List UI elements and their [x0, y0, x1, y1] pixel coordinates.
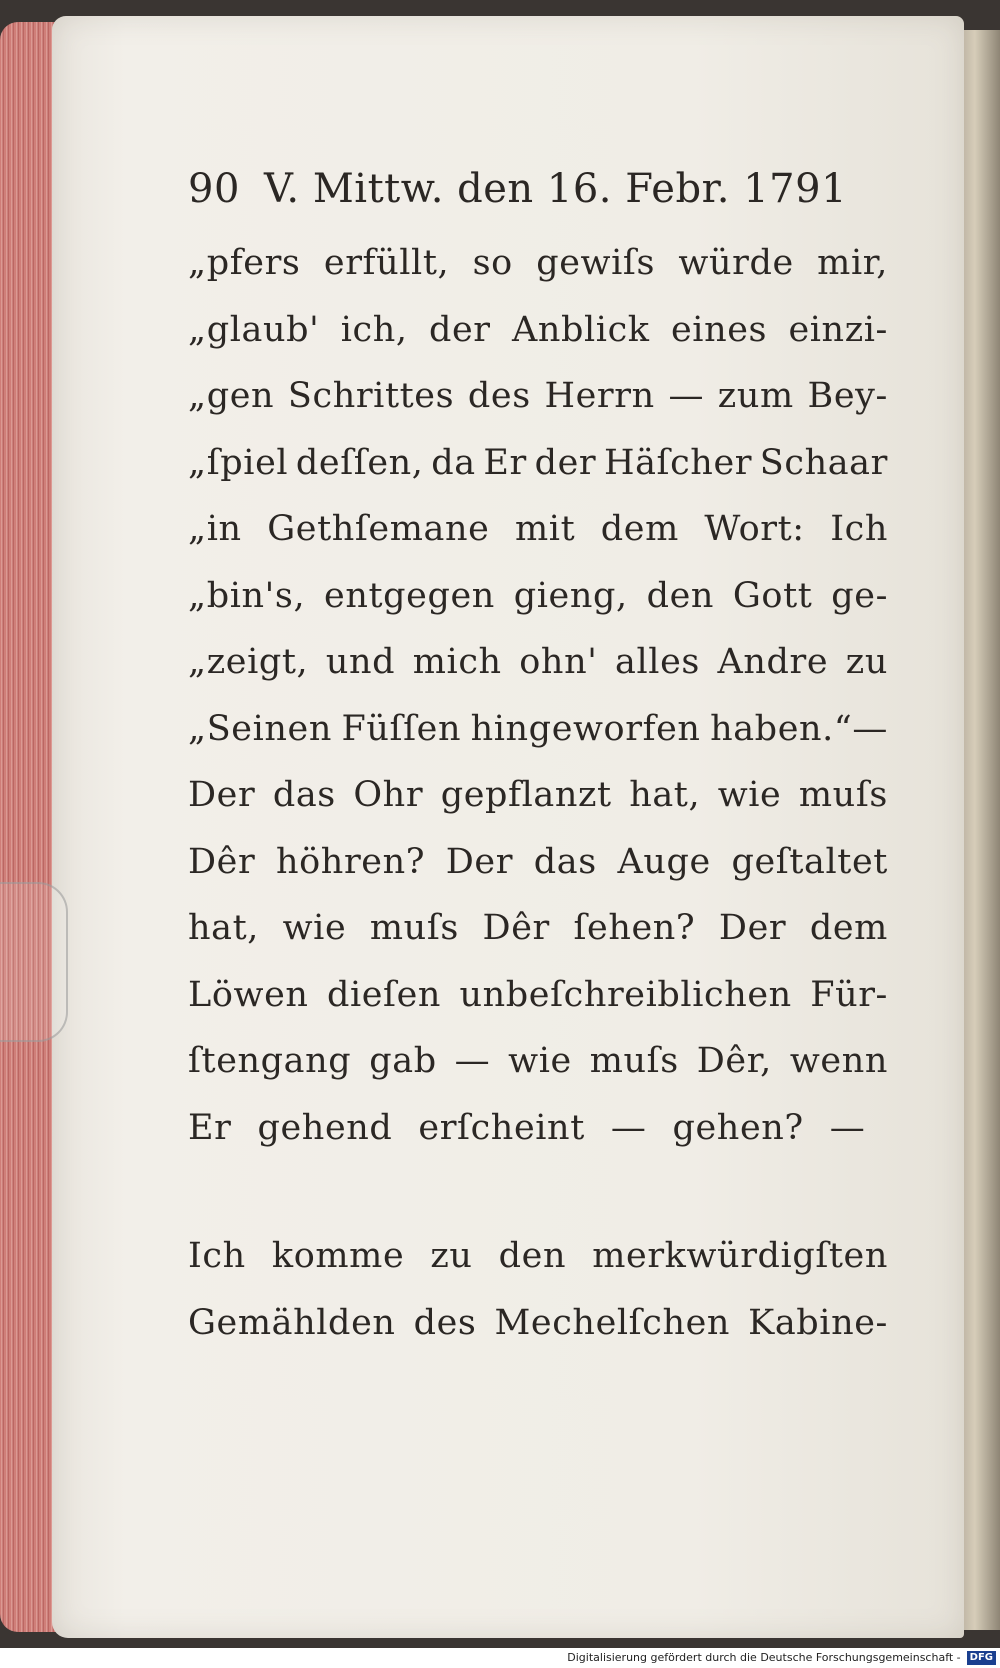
word: Gott	[732, 575, 813, 616]
word: Der	[188, 775, 256, 815]
word: Löwen	[188, 974, 309, 1015]
digitization-footer	[0, 1648, 1000, 1668]
running-title: V. Mittw. den 16. Febr. 1791	[264, 166, 848, 212]
word: ſehen?	[573, 908, 696, 948]
paragraph	[188, 1223, 888, 1356]
word: wie	[508, 1041, 572, 1081]
word: Herrn	[544, 376, 655, 416]
word: der	[534, 442, 597, 483]
word: mir,	[817, 243, 888, 283]
text-line	[188, 230, 888, 297]
word: Gethſemane	[267, 509, 490, 549]
word: so	[472, 243, 513, 283]
word: Schrittes	[287, 376, 455, 416]
word: zu	[845, 642, 888, 682]
word: „in	[188, 509, 242, 549]
word: dem	[809, 908, 888, 948]
word: gepflanzt	[440, 775, 612, 815]
page-edges-left	[0, 22, 58, 1632]
word: dem	[600, 509, 679, 549]
word: würde	[678, 243, 794, 283]
word: ge-	[831, 575, 888, 616]
word: wenn	[789, 1041, 888, 1081]
word: des	[413, 1302, 477, 1343]
word: ich,	[340, 309, 408, 350]
word: Der	[718, 908, 787, 948]
word: ſtengang	[188, 1041, 352, 1081]
word: und	[325, 642, 396, 682]
page-text	[188, 148, 888, 1356]
running-header	[188, 148, 888, 230]
text-line	[188, 363, 888, 430]
word: Dêr,	[696, 1041, 772, 1081]
word: Häſcher	[603, 442, 753, 483]
word: Schaar	[759, 442, 888, 483]
word: Auge	[617, 841, 711, 882]
word: dieſen	[326, 974, 442, 1015]
word: erfüllt,	[323, 243, 450, 283]
word: „glaub'	[188, 309, 320, 350]
word: höhren?	[275, 841, 426, 882]
word: mich	[412, 642, 502, 682]
text-line	[188, 563, 888, 630]
word: Andre	[717, 642, 829, 682]
word: Dêr	[482, 908, 550, 948]
word: ohn'	[519, 642, 598, 682]
word: hat,	[629, 775, 701, 815]
text-line	[188, 629, 888, 696]
word: entgegen	[324, 575, 495, 616]
word: wie	[282, 908, 347, 948]
word: alles	[615, 642, 700, 682]
word: Gemählden	[188, 1302, 396, 1343]
word: eines	[670, 309, 768, 350]
word: komme	[271, 1236, 405, 1276]
word: merkwürdigſten	[592, 1236, 888, 1276]
word: gieng,	[513, 575, 628, 616]
text-line	[188, 1223, 888, 1290]
word: „zeigt,	[188, 642, 309, 682]
word: das	[272, 775, 336, 815]
word: haben.“—	[710, 708, 888, 749]
word: der	[428, 309, 491, 350]
word: „gen	[188, 376, 275, 416]
word: „bin's,	[188, 575, 306, 616]
word: Ich	[830, 509, 888, 549]
word: Dêr	[188, 841, 256, 882]
word: „pfers	[188, 243, 301, 283]
text-line	[188, 895, 888, 962]
word: „Seinen	[188, 708, 333, 749]
text-line	[188, 297, 888, 364]
word: da	[431, 442, 476, 483]
word: Ohr	[353, 775, 424, 815]
text-line	[188, 1290, 888, 1357]
word: —	[454, 1041, 491, 1081]
word: gewiſs	[536, 243, 656, 283]
word: Wort:	[704, 509, 805, 549]
word: muſs	[369, 908, 459, 948]
word: —	[610, 1107, 647, 1148]
word: erſcheint	[418, 1107, 585, 1148]
paragraph	[188, 230, 888, 1161]
facing-page-edge	[958, 30, 1000, 1630]
word: geſtaltet	[731, 841, 888, 882]
text-line	[188, 829, 888, 896]
word: wie	[717, 775, 782, 815]
word: Er	[483, 442, 527, 483]
word: gehen?	[672, 1107, 804, 1148]
word: deſſen,	[295, 442, 424, 483]
word: zum	[717, 376, 794, 416]
word: —	[829, 1107, 866, 1148]
word: Der	[445, 841, 514, 882]
text-line	[188, 1095, 888, 1162]
text-line	[188, 962, 888, 1029]
word: den	[498, 1236, 567, 1276]
word: „ſpiel	[188, 442, 289, 483]
word: den	[646, 575, 715, 616]
text-line	[188, 496, 888, 563]
footer-text: Digitalisierung gefördert durch die Deutsche Forschungsgemeinschaft -	[567, 1651, 961, 1664]
word: Für-	[810, 974, 888, 1015]
text-line	[188, 696, 888, 763]
word: unbeſchreiblichen	[459, 974, 792, 1015]
paragraph-gap	[188, 1161, 888, 1223]
body-text	[188, 230, 888, 1356]
word: zu	[430, 1236, 473, 1276]
word: —	[668, 376, 705, 416]
word: Kabine-	[748, 1302, 888, 1343]
word: gab	[369, 1041, 437, 1081]
word: gehend	[257, 1107, 393, 1148]
word: muſs	[589, 1041, 679, 1081]
clip-mark	[0, 882, 68, 1042]
text-line	[188, 1028, 888, 1095]
word: mit	[515, 509, 576, 549]
word: muſs	[798, 775, 888, 815]
text-line	[188, 430, 888, 497]
dfg-logo: DFG	[967, 1651, 996, 1665]
word: Mechelſchen	[494, 1302, 731, 1343]
page-number: 90	[188, 166, 240, 212]
word: einzi-	[788, 309, 888, 350]
word: des	[467, 376, 531, 416]
word: Bey-	[807, 376, 888, 416]
word: Anblick	[511, 309, 650, 350]
word: Ich	[188, 1236, 246, 1276]
word: Füſſen	[341, 708, 462, 749]
word: das	[533, 841, 597, 882]
text-line	[188, 762, 888, 829]
word: hat,	[188, 908, 259, 948]
word: Er	[188, 1107, 232, 1148]
word: hingeworfen	[470, 708, 701, 749]
